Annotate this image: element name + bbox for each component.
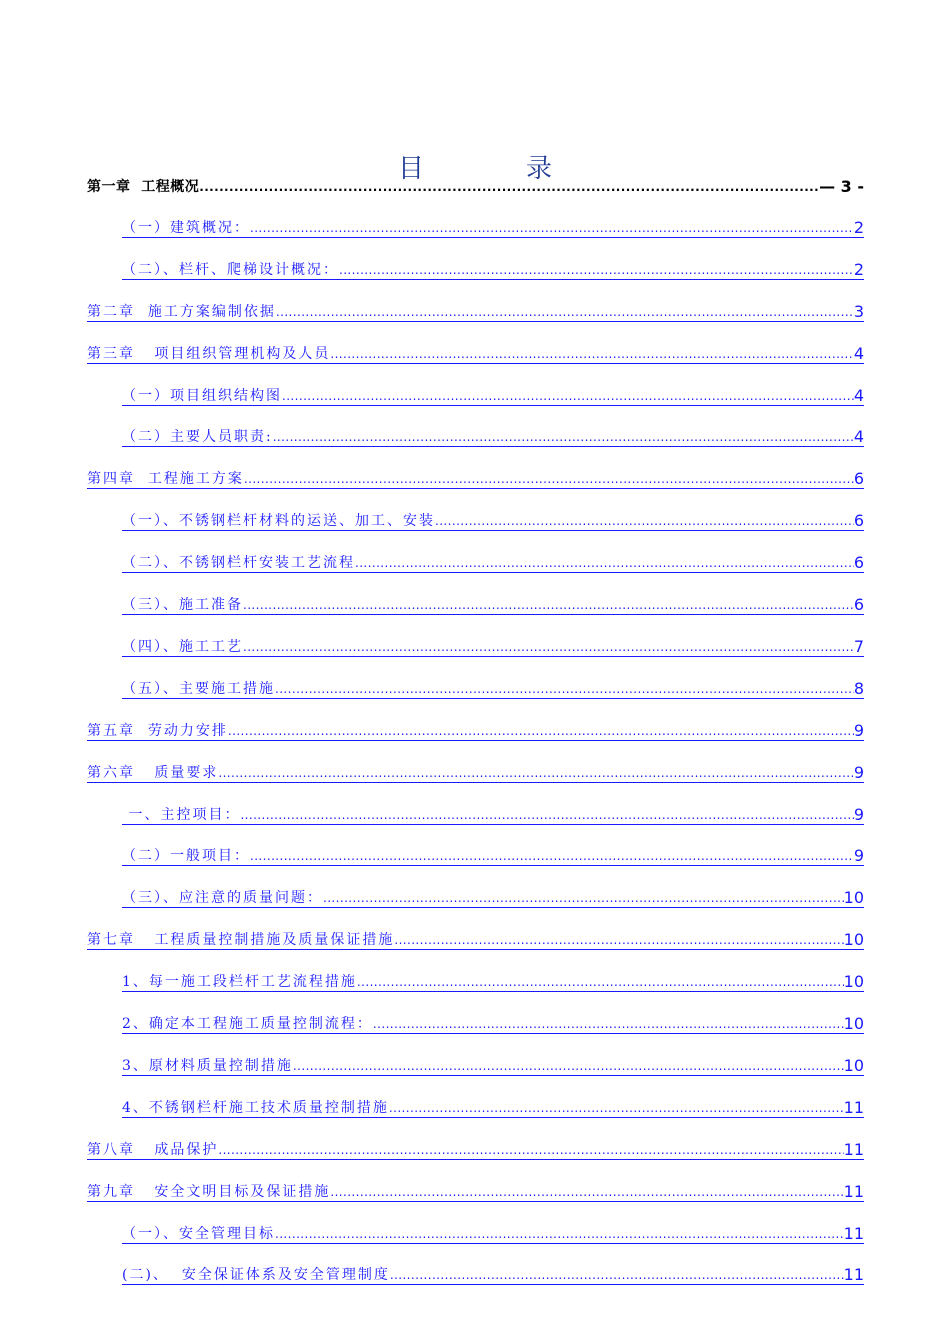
toc-entry-page: 3 <box>853 301 864 321</box>
toc-entry-label: （一）项目组织结构图 <box>122 387 282 404</box>
toc-entry-label: (二)、 安全保证体系及安全管理制度 <box>122 1267 390 1284</box>
toc-entry-label: 1、每一施工段栏杆工艺流程措施 <box>122 974 357 991</box>
toc-entry <box>87 176 864 196</box>
toc-dot-leader <box>275 1226 844 1244</box>
toc-entry[interactable] <box>122 1098 864 1118</box>
toc-entry[interactable] <box>122 260 864 280</box>
toc-entry-page: 7 <box>853 636 864 656</box>
toc-entry[interactable] <box>122 553 864 573</box>
toc-entry[interactable] <box>122 972 864 992</box>
toc-dot-leader <box>355 555 854 573</box>
toc-entry-page: 9 <box>853 846 864 866</box>
toc-entry[interactable] <box>122 846 864 866</box>
toc-entry[interactable] <box>87 344 864 364</box>
toc-entry[interactable] <box>122 1265 864 1285</box>
toc-entry-label: 第六章 质量要求 <box>87 764 219 781</box>
toc-entry-page: 11 <box>843 1139 864 1159</box>
toc-dot-leader <box>373 1016 844 1034</box>
toc-dot-leader <box>273 429 854 447</box>
toc-entry-page: 10 <box>843 972 864 992</box>
toc-entry-page: 6 <box>853 553 864 573</box>
toc-entry-page: 9 <box>853 762 864 782</box>
toc-entry-page: 2 <box>853 217 864 237</box>
toc-entry-label: （四）、施工工艺 <box>122 638 243 655</box>
toc-dot-leader <box>339 262 854 280</box>
toc-entry-page: 6 <box>853 595 864 614</box>
toc-entry-page: 6 <box>853 511 864 531</box>
toc-entry[interactable] <box>122 511 864 531</box>
toc-dot-leader <box>228 723 854 741</box>
toc-dot-leader <box>244 471 854 489</box>
toc-entry-label: （二）一般项目： <box>122 848 250 865</box>
toc-entry[interactable] <box>122 595 864 615</box>
toc-dot-leader <box>435 513 854 531</box>
toc-entry[interactable] <box>122 1224 864 1244</box>
toc-entry-page: 10 <box>843 1014 864 1033</box>
toc-entry-label: 一、主控项目： <box>122 806 241 823</box>
toc-entry-page: 4 <box>853 385 864 405</box>
toc-entry-label: （二）主要人员职责: <box>122 429 273 446</box>
toc-entry-page: 10 <box>843 888 864 908</box>
toc-entry-page: 11 <box>843 1097 864 1117</box>
toc-dot-leader <box>243 639 854 657</box>
toc-entry-label: （二）、不锈钢栏杆安装工艺流程 <box>122 555 355 572</box>
toc-entry[interactable] <box>87 763 864 783</box>
toc-entry-label: （三）、施工准备 <box>122 597 243 613</box>
toc-entry-label: 第五章 劳动力安排 <box>87 722 228 739</box>
toc-entry[interactable] <box>87 1182 864 1202</box>
toc-entry[interactable] <box>122 637 864 657</box>
toc-entry-label: 第九章 安全文明目标及保证措施 <box>87 1183 331 1200</box>
document-title: 目 录 <box>397 154 590 184</box>
toc-entry-label: （一）、不锈钢栏杆材料的运送、加工、安装 <box>122 513 435 530</box>
toc-dot-leader <box>394 932 843 950</box>
toc-dot-leader <box>390 1267 844 1285</box>
toc-dot-leader <box>389 1100 844 1118</box>
toc-entry[interactable] <box>122 218 864 238</box>
toc-entry-label: （三）、应注意的质量问题： <box>122 890 323 907</box>
toc-dot-leader <box>250 220 854 238</box>
toc-entry-page: 2 <box>853 259 864 279</box>
toc-entry[interactable] <box>87 721 864 741</box>
toc-dot-leader <box>330 346 853 364</box>
toc-entry-page: 4 <box>853 343 864 363</box>
toc-entry[interactable] <box>122 1056 864 1076</box>
toc-entry[interactable] <box>122 888 864 908</box>
toc-dot-leader <box>218 1142 843 1160</box>
toc-entry-page: 9 <box>853 804 864 824</box>
toc-dot-leader <box>199 179 819 196</box>
toc-entry[interactable] <box>87 1140 864 1160</box>
toc-entry-label: 第四章 工程施工方案 <box>87 471 244 488</box>
toc-entry[interactable] <box>87 930 864 950</box>
toc-entry-label: 第七章 工程质量控制措施及质量保证措施 <box>87 932 395 949</box>
toc-entry-page: 4 <box>853 427 864 447</box>
toc-entry-page: 11 <box>843 1181 864 1201</box>
toc-dot-leader <box>275 681 854 699</box>
toc-entry-page: 11 <box>843 1265 864 1285</box>
toc-entry-label: （二）、栏杆、爬梯设计概况： <box>122 261 339 278</box>
toc-entry-page: — 3 - <box>819 177 864 196</box>
toc-entry[interactable] <box>122 679 864 699</box>
toc-dot-leader <box>250 848 854 866</box>
toc-entry-label: 2、确定本工程施工质量控制流程： <box>122 1016 373 1032</box>
toc-entry-label: （一）建筑概况： <box>122 219 250 236</box>
toc-entry-page: 11 <box>843 1223 864 1243</box>
toc-entry[interactable] <box>122 805 864 825</box>
toc-dot-leader <box>243 597 854 615</box>
toc-entry-label: （五）、主要施工措施 <box>122 680 275 697</box>
toc-entry[interactable] <box>87 302 864 322</box>
toc-entry-label: 第三章 项目组织管理机构及人员 <box>87 345 331 362</box>
toc-dot-leader <box>293 1058 844 1076</box>
toc-entry-label: 4、不锈钢栏杆施工技术质量控制措施 <box>122 1099 389 1116</box>
toc-dot-leader <box>282 388 854 406</box>
toc-entry-label: 第二章 施工方案编制依据 <box>87 303 276 320</box>
toc-entry[interactable] <box>87 469 864 489</box>
toc-entry-page: 9 <box>853 720 864 740</box>
toc-entry-label: 第一章 工程概况 <box>87 179 200 195</box>
toc-dot-leader <box>240 807 853 825</box>
toc-entry-page: 10 <box>843 930 864 950</box>
toc-entry[interactable] <box>122 386 864 406</box>
toc-entry-label: （一）、安全管理目标 <box>122 1225 275 1242</box>
toc-entry[interactable] <box>122 427 864 447</box>
toc-dot-leader <box>357 974 844 992</box>
toc-entry-page: 6 <box>853 469 864 489</box>
toc-dot-leader <box>218 765 853 783</box>
toc-entry-page: 10 <box>843 1055 864 1075</box>
toc-dot-leader <box>323 890 844 908</box>
toc-dot-leader <box>276 304 854 322</box>
toc-dot-leader <box>330 1184 843 1202</box>
toc-entry-page: 8 <box>853 678 864 698</box>
toc-entry-label: 3、原材料质量控制措施 <box>122 1057 293 1074</box>
toc-entry-label: 第八章 成品保护 <box>87 1141 219 1158</box>
toc-entry[interactable] <box>122 1014 864 1034</box>
